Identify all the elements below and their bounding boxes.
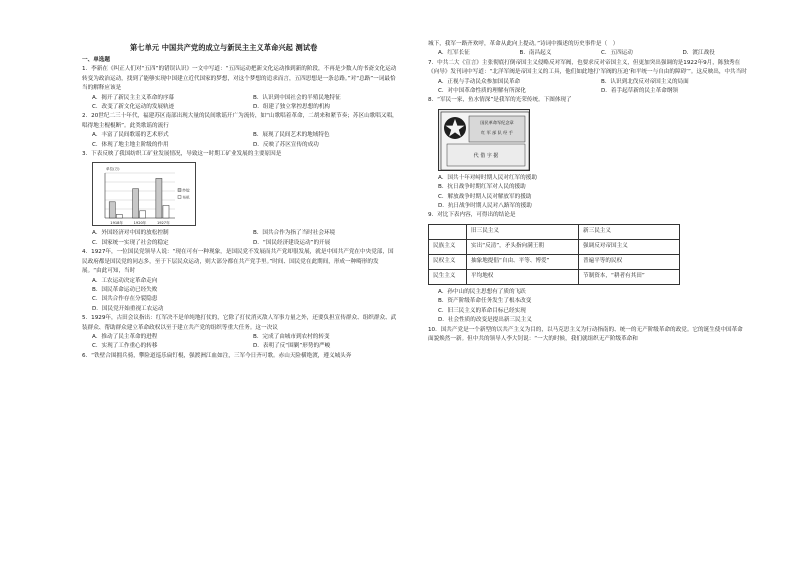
question-text: 7．中共二大《宣言》主张彻底打倒帝国主义侵略反对军阀，也要求反对帝国主义，但更加突出强调的是1922年9月，陈独秀在《向导》发刊词中写道：“北洋军阀是帝国主义的工具，他们如此地打‘军阀的压迫’和平统一与自由的障碍’”。这反映出，中共当时 xyxy=(428,59,747,76)
question-text: 6．“铁壁合围拥兵骑，攀险道巡乐扁钉棍，强渡洲江血如注，三军今日齐可歌。赤山天险横绝渡，遵义城头奔 xyxy=(82,352,352,359)
section-label: 一、单选题 xyxy=(82,57,110,63)
bar-series-2 xyxy=(140,211,146,218)
x-tick-label: 1918年 xyxy=(110,221,124,226)
bar-series-1 xyxy=(156,179,162,219)
table-row xyxy=(429,239,680,254)
option-d[interactable]: D．渡江战役 xyxy=(682,50,715,57)
question-6-continued xyxy=(428,40,748,59)
option-b[interactable]: B．资产阶级革命任务发生了根本改变 xyxy=(438,298,532,305)
table-cell: 民权主义 xyxy=(429,254,467,269)
option-a[interactable]: A．孙中山的民主思想有了质的飞跃 xyxy=(438,288,526,295)
option-a[interactable]: A．推动了民主革命的进程 xyxy=(92,333,158,340)
option-d[interactable]: D．表明了反“围剿”形势的严峻 xyxy=(253,343,331,350)
option-c[interactable]: C．旧三民主义的革命目标已经实现 xyxy=(438,307,526,314)
legend-swatch xyxy=(178,189,181,192)
option-a[interactable]: A．丰富了民间歌谣的艺术形式 xyxy=(92,132,169,139)
left-column xyxy=(82,56,398,361)
question-6 xyxy=(82,352,398,361)
question-text: 5．1929年，古田会议指出：红军决不是单纯地打仗的，它除了打仗消灭敌人军事力量之外，还要负担宣传群众、组织群众、武装群众、帮助群众建立革命政权以至于建立共产党的组织等重大任务。这一决议 xyxy=(82,315,397,331)
option-b[interactable]: B．展现了民间艺术的地域特色 xyxy=(253,132,330,139)
option-d[interactable]: D．国民党开始重视工农运动 xyxy=(92,305,164,312)
question-text: 1．李新在《纠正人们对“五四”的错误认识》一文中写道：“五四运动把新文化运动推到新的阶段，不再是少数人的书斋文化运动转变为政治运动，找到了能够实现中国建立近代国家的梦想，对这个梦想的追求而言，五四思想是一条总路。”对“总路”一词最恰当的解释应该是 xyxy=(82,66,397,92)
question-7 xyxy=(428,59,748,97)
question-10 xyxy=(428,326,748,345)
question-1 xyxy=(82,65,398,112)
table-cell: 民生主义 xyxy=(429,269,467,284)
table-cell: 抽象地提倡“自由、平等、博爱” xyxy=(467,254,579,269)
table-cell: 节制资本，“耕者有其田” xyxy=(579,269,680,284)
option-a[interactable]: A．国共十年对峙时期人民对红军的援助 xyxy=(438,174,537,181)
option-d[interactable]: D．组建了独立掌控思想的机构 xyxy=(253,104,331,111)
bar-chart xyxy=(92,162,196,226)
question-2 xyxy=(82,112,398,150)
question-9 xyxy=(428,211,748,325)
question-text: 城下，我军一路齐欢呼，革命从此向上提动。”诗词中描述的历史事件是（ ） xyxy=(428,41,619,47)
option-c[interactable]: C．国共合作存在分裂隐患 xyxy=(92,296,158,303)
option-d[interactable]: D．抗日战争时期人民对八路军的援助 xyxy=(438,203,532,210)
poster-line-2: 红 军 部 队 经 手 xyxy=(481,129,513,135)
table-header-row xyxy=(429,224,680,239)
option-c[interactable]: C．对中国革命性质的理解有所深化 xyxy=(438,88,526,95)
comparison-table xyxy=(428,224,680,285)
option-d[interactable]: D．着手起草新的民主革命纲领 xyxy=(601,88,679,95)
question-text: 4．1927年，一位国民党领导人说：“现在可有一种现象，是国民党不发展而共产党却很发展，就是中国共产党在中央党部，国民政府都是国民党的同志多，至于下层民众运动，则大部分都在共产党手里。”时间、国民党在此期间，形成一种畸形的发展。“由此可知，当时 xyxy=(82,249,394,275)
table-row xyxy=(429,269,680,284)
option-d[interactable]: D．“国民经济建设运动”的开展 xyxy=(253,239,331,246)
option-c[interactable]: C．体现了地主地主阶级的作用 xyxy=(92,141,169,148)
bar-series-1 xyxy=(133,189,139,218)
option-d[interactable]: D．反映了苏区宣传的成功 xyxy=(253,141,319,148)
question-4 xyxy=(82,248,398,314)
bar-series-2 xyxy=(116,215,122,219)
option-b[interactable]: B．国民革命运动已经失败 xyxy=(92,286,158,293)
question-text: 3．下表反映了我国纺织工矿业发展情况，导致这一时期工矿业发展的主要原因是 xyxy=(82,151,282,158)
table-row xyxy=(429,254,680,269)
option-b[interactable]: B．完成了由城市到农村的转变 xyxy=(253,333,330,340)
right-column xyxy=(428,40,748,344)
poster-line-1: 国民革命军纪念章 xyxy=(480,119,514,125)
table-cell: 实出“反清”，矛头指向满王朝 xyxy=(467,239,579,254)
option-a[interactable]: A．工农运动决定革命走向 xyxy=(92,277,158,284)
table-cell: 平均地权 xyxy=(467,269,579,284)
option-c[interactable]: C．改变了新文化运动的发展轨迹 xyxy=(92,104,175,111)
option-c[interactable]: C．实现了工作重心的转移 xyxy=(92,343,158,350)
option-c[interactable]: C．国家统一实现了社会的稳定 xyxy=(92,239,169,246)
option-a[interactable]: A．外国经济对中国的放松控制 xyxy=(92,230,169,237)
page-title: 第七单元 中国共产党的成立与新民主主义革命兴起 测试卷 xyxy=(130,43,318,52)
option-d[interactable]: D．社会性质的改变是提出新三民主义 xyxy=(438,317,532,324)
bar-chart-svg xyxy=(93,163,197,227)
question-8 xyxy=(428,96,748,211)
y-axis-label: 单位(万) xyxy=(106,167,120,172)
option-a[interactable]: A．正视与手动民众参加国民革命 xyxy=(438,78,521,85)
x-tick-label: 1920年 xyxy=(133,221,147,226)
option-b[interactable]: B．认识到中国社会的半殖民地特征 xyxy=(253,94,341,101)
option-c[interactable]: C．五四运动 xyxy=(601,50,633,57)
legend-label: 布机 xyxy=(182,195,190,200)
question-5 xyxy=(82,314,398,352)
x-tick-label: 1927年 xyxy=(156,221,170,226)
option-b[interactable]: B．抗日战争时期红军对人民的援助 xyxy=(438,184,526,191)
poster-line-3: 代 借 字 据 xyxy=(473,152,499,159)
option-a[interactable]: A．红军长征 xyxy=(438,50,470,57)
table-header-cell: 旧三民主义 xyxy=(467,224,579,239)
bar-series-2 xyxy=(163,206,169,219)
legend-swatch xyxy=(178,196,181,199)
historical-document-image xyxy=(438,109,530,171)
table-cell: 强调反对帝国主义 xyxy=(579,239,680,254)
question-text: 9．对比下表内容，可得出的结论是 xyxy=(428,212,516,219)
option-a[interactable]: A．揭开了新民主主义革命的序幕 xyxy=(92,94,175,101)
document-illustration xyxy=(439,110,531,172)
table-cell: 民族主义 xyxy=(429,239,467,254)
bar-series-1 xyxy=(109,202,115,218)
question-text: 10．国共产党是一个新型的以共产主义为目的，以马克思主义为行动指南的、统一的无产阶级革命的政党。它的诞生使中国革命面貌焕然一新。但中共的领导人李大钊说：“一大的时候，我们就组织无产阶级革命和 xyxy=(428,326,743,342)
question-3 xyxy=(82,150,398,248)
table-cell: 普遍平等的民权 xyxy=(579,254,680,269)
option-b[interactable]: B．国共合作为指了当时社会环境 xyxy=(253,230,336,237)
option-b[interactable]: B．认识到北伐反对帝国主义的局面 xyxy=(601,78,689,85)
table-header-cell: 新三民主义 xyxy=(579,224,680,239)
table-header-cell xyxy=(429,224,467,239)
question-text: 8．“军民一家，鱼水情深”是我军的光荣传统。下图体现了 xyxy=(428,97,572,104)
option-c[interactable]: C．解放战争时期人民对解放军的援助 xyxy=(438,193,532,200)
option-b[interactable]: B．南昌起义 xyxy=(519,50,552,57)
question-text: 2．20世纪二三十年代，福建苏区南部出现大量的民间歌谣开广为流传，如“山歌唱着革命，二胡来和紧节奏；苏区山歌唱又唱，唱得地主棍棍断”。此类歌谣的流行 xyxy=(82,113,398,129)
legend-label: 纱锭 xyxy=(182,188,190,193)
